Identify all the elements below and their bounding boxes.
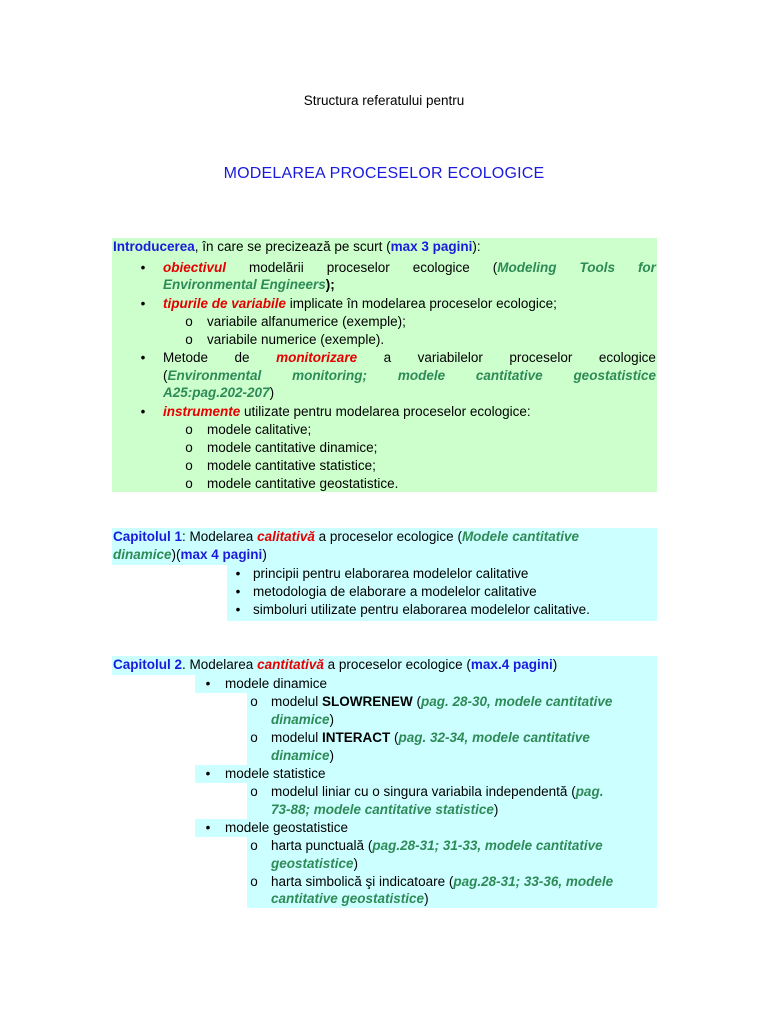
reference: monitoring; (292, 368, 368, 383)
bullet-icon: • (235, 566, 241, 581)
model-linear (271, 783, 603, 801)
circle-bullet-icon: o (250, 838, 258, 853)
model-name: SLOWRENEW (322, 694, 413, 709)
intro-text: , în care se precizează pe scurt ( (194, 239, 391, 254)
intro-item-objective-cont (163, 276, 335, 294)
punct: ) (493, 802, 499, 817)
subtitle: Structura referatului pentru (303, 93, 465, 108)
chapter-text: a proceselor ecologice ( (323, 657, 471, 672)
reference: geostatistice (573, 368, 656, 383)
model-interact (271, 729, 590, 747)
bullet-icon: • (235, 602, 241, 617)
word: proceselor (509, 350, 573, 365)
objective-label: obiectivul (163, 260, 227, 275)
reference: pag. (575, 784, 604, 799)
page-title: MODELAREA PROCESELOR ECOLOGICE (223, 165, 545, 182)
chapter-2-max: max.4 pagini (470, 657, 553, 672)
reference: pag. 32-34, modele cantitative (398, 730, 590, 745)
word: a (383, 350, 392, 365)
intro-item-monitoring-cont (163, 367, 656, 385)
circle-bullet-icon: o (185, 422, 193, 437)
variables-label: tipurile de variabile (163, 296, 287, 311)
paren: ( (163, 368, 168, 383)
reference: Environmental (167, 368, 262, 383)
chapter-2-heading (113, 656, 557, 674)
reference: Environmental Engineers (163, 277, 326, 292)
chapter-1-max: max 4 pagini (180, 547, 263, 562)
intro-item-instruments (163, 403, 531, 421)
reference: pag.28-31; 31-33, modele cantitative (372, 838, 603, 853)
paren: ( (412, 694, 422, 709)
bullet-icon: • (205, 766, 211, 781)
sub-item: modele cantitative statistice; (207, 458, 376, 473)
qualitative-label: calitativă (257, 529, 315, 544)
punct: ) (353, 856, 359, 871)
bullet-icon: • (205, 676, 211, 691)
reference: 73-88; modele cantitative statistice (271, 802, 494, 817)
bullet-icon: • (140, 296, 146, 311)
reference: cantitative (475, 368, 543, 383)
map-punctual (271, 837, 603, 855)
bullet-icon: • (205, 820, 211, 835)
punct: ); (325, 277, 335, 292)
word: de (234, 350, 250, 365)
map-punctual-cont (271, 855, 358, 873)
circle-bullet-icon: o (185, 440, 193, 455)
quantitative-label: cantitativă (257, 657, 324, 672)
reference: Tools (579, 260, 615, 275)
group-statistic: modele statistice (225, 766, 326, 781)
circle-bullet-icon: o (250, 730, 258, 745)
reference: for (637, 260, 656, 275)
group-dynamic: modele dinamice (225, 676, 328, 691)
circle-bullet-icon: o (250, 694, 258, 709)
reference: cantitative geostatistice (271, 891, 425, 906)
model-text: modelul liniar cu o singura variabila independentă ( (271, 784, 576, 799)
punct: ) (424, 891, 429, 906)
punct: ) (552, 657, 558, 672)
circle-bullet-icon: o (185, 458, 193, 473)
chapter-text: . Modelarea (182, 657, 258, 672)
monitoring-label: monitorizare (276, 350, 358, 365)
sub-item: modele calitative; (207, 422, 312, 437)
intro-item-objective (163, 259, 656, 277)
reference: Modeling (497, 260, 557, 275)
intro-max: max 3 pagini (390, 239, 473, 254)
word: ecologice (598, 350, 656, 365)
reference: dinamice (271, 712, 330, 727)
intro-item-variables (163, 295, 557, 313)
list-item: simboluri utilizate pentru elaborarea modelelor calitative. (253, 602, 590, 617)
punct: ) (269, 385, 275, 400)
model-text: harta simbolică şi indicatoare ( (271, 874, 454, 889)
circle-bullet-icon: o (250, 784, 258, 799)
intro-item-monitoring (163, 349, 656, 367)
list-item: principii pentru elaborarea modelelor calitative (253, 566, 529, 581)
circle-bullet-icon: o (185, 476, 193, 491)
model-slowrenew (271, 693, 612, 711)
bullet-icon: • (140, 404, 146, 419)
word: proceselor (326, 260, 390, 275)
word: Metode (163, 350, 209, 365)
reference: dinamice (113, 547, 172, 562)
chapter-text: : Modelarea (182, 529, 258, 544)
chapter-1-label: Capitolul 1 (113, 529, 183, 544)
model-slowrenew-cont (271, 711, 334, 729)
chapter-1-heading-cont (113, 546, 267, 564)
reference: pag.28-31; 33-36, modele (453, 874, 614, 889)
reference: A25:pag.202-207 (163, 385, 270, 400)
bullet-icon: • (140, 350, 146, 365)
sub-item: modele cantitative geostatistice. (207, 476, 399, 491)
map-symbolic-cont (271, 890, 429, 908)
punct: ) (329, 712, 335, 727)
chapter-text: a proceselor ecologice ( (314, 529, 462, 544)
model-text: modelul (271, 694, 323, 709)
reference: Modele cantitative (461, 529, 579, 544)
model-text: harta punctuală ( (271, 838, 373, 853)
list-item: metodologia de elaborare a modelelor calitative (253, 584, 537, 599)
paren: ( (492, 260, 498, 275)
model-name: INTERACT (322, 730, 391, 745)
sub-item: variabile alfanumerice (exemple); (207, 314, 406, 329)
word: variabilelor (417, 350, 483, 365)
word: modelării (248, 260, 304, 275)
chapter-1-heading (113, 528, 579, 546)
intro-section (112, 238, 657, 492)
sub-item: variabile numerice (exemple). (207, 332, 385, 347)
word: ecologice (412, 260, 470, 275)
bullet-icon: • (140, 260, 146, 275)
circle-bullet-icon: o (185, 314, 193, 329)
intro-heading (113, 238, 481, 256)
reference: pag. 28-30, modele cantitative (421, 694, 613, 709)
chapter-2-list (195, 675, 657, 908)
instruments-text: utilizate pentru modelarea proceselor ecologice: (240, 404, 531, 419)
circle-bullet-icon: o (250, 874, 258, 889)
punct: )( (171, 547, 181, 562)
model-text: modelul (271, 730, 323, 745)
instruments-label: instrumente (163, 404, 241, 419)
bullet-icon: • (235, 584, 241, 599)
chapter-1-list (227, 565, 657, 621)
reference: dinamice (271, 748, 330, 763)
intro-text-end: ): (472, 239, 481, 254)
sub-item: modele cantitative dinamice; (207, 440, 378, 455)
chapter-2-label: Capitolul 2 (113, 657, 183, 672)
model-linear-cont (271, 801, 498, 819)
reference: geostatistice (271, 856, 354, 871)
intro-label: Introducerea (113, 239, 195, 254)
variables-text: implicate în modelarea proceselor ecologice; (286, 296, 557, 311)
model-interact-cont (271, 747, 334, 765)
reference: modele (397, 368, 446, 383)
paren: ( (390, 730, 399, 745)
punct: ) (329, 748, 335, 763)
intro-item-monitoring-cont2 (163, 384, 274, 402)
punct: ) (262, 547, 267, 562)
map-symbolic (271, 873, 613, 891)
circle-bullet-icon: o (185, 332, 193, 347)
group-geostatistic: modele geostatistice (225, 820, 349, 835)
